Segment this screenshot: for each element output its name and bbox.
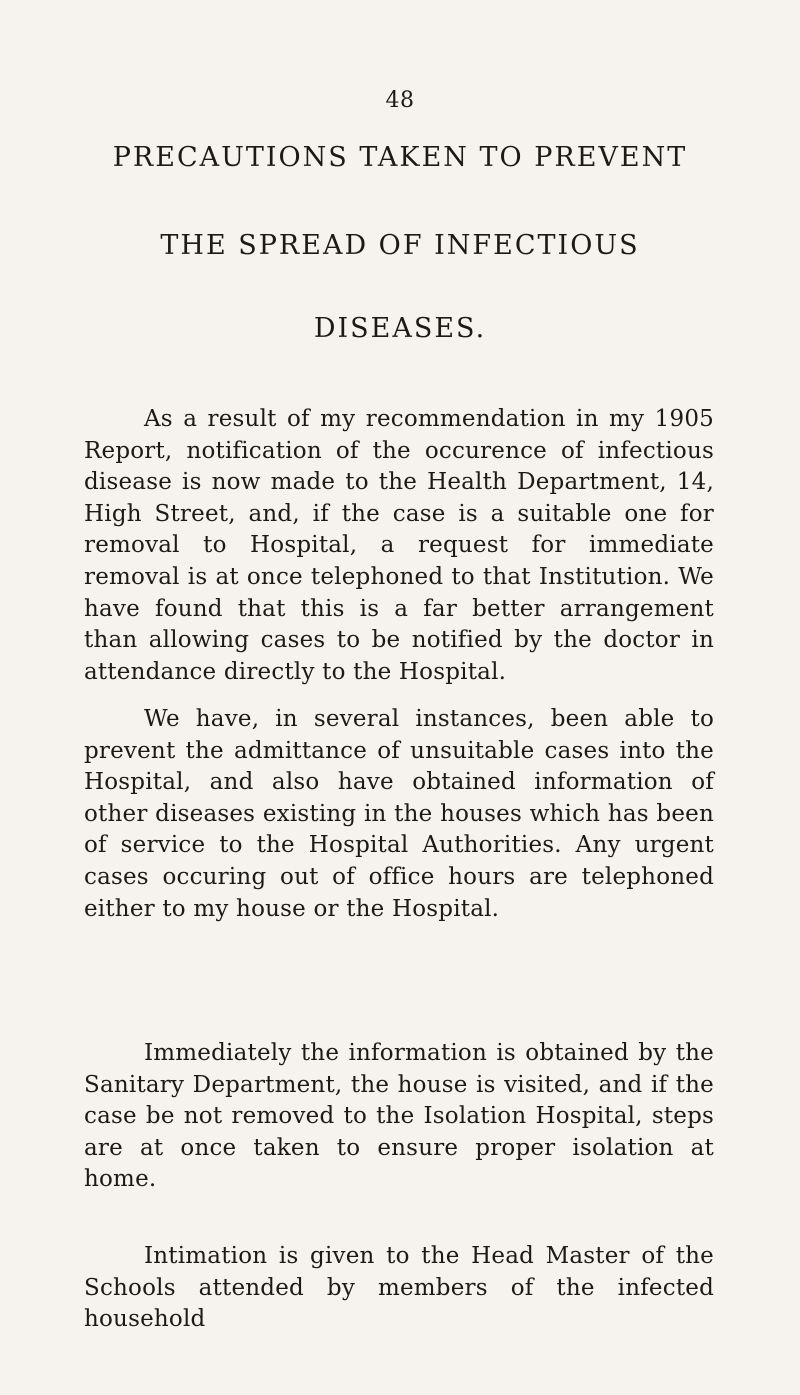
page-title-line-2: THE SPREAD OF INFECTIOUS <box>160 230 640 261</box>
page-title-line-3: DISEASES. <box>313 313 487 344</box>
page-number: 48 <box>385 88 415 113</box>
paragraph-isolation: Immediately the information is obtained by the Sanitary Department, the house is visited, and if the case be not removed to the Isolation Hospital, steps are at once taken to ensure proper isolation at home. <box>84 1040 714 1193</box>
paragraph-intimation: Intimation is given to the Head Master of the Schools attended by members of the infected household <box>84 1243 714 1333</box>
paragraph-prevention: We have, in several instances, been able to prevent the admittance of unsuitable cases into the Hospital, and also have obtained information of other diseases existing in the houses which has been of service to the Hospital Authorities. Any urgent cases occuring out of office hours are telephoned either to my house or the Hospital. <box>84 706 714 922</box>
paragraph-notification: As a result of my recommendation in my 1905 Report, notification of the occurence of infectious disease is now made to the Health Department, 14, High Street, and, if the case is a suitable one for removal to Hospital, a request for immediate removal is at once telephoned to that Institution. We have found that this is a far better arrangement than allowing cases to be notified by the doctor in attendance directly to the Hospital. <box>84 406 714 685</box>
page-title-line-1: PRECAUTIONS TAKEN TO PREVENT <box>112 142 688 173</box>
